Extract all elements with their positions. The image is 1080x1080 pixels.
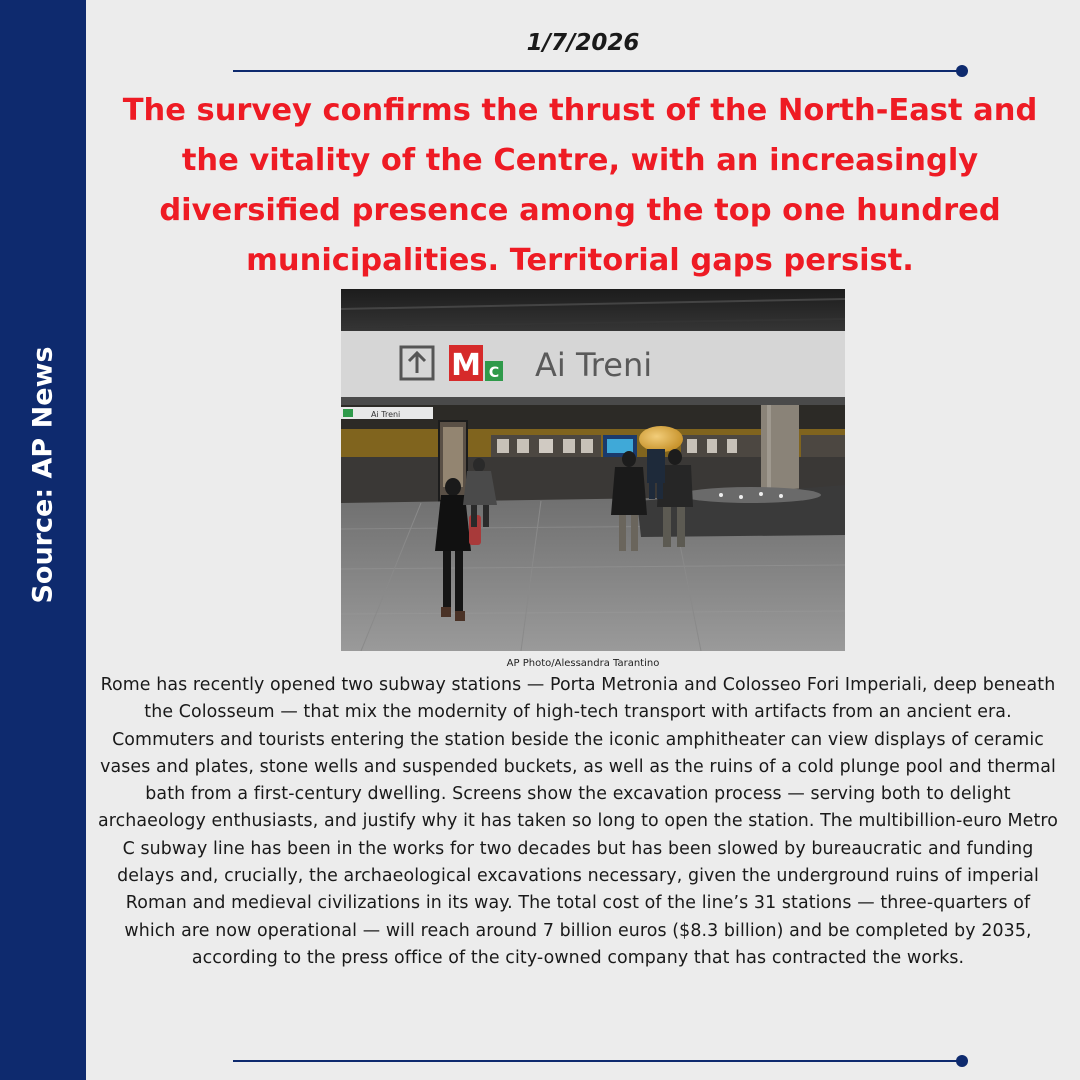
post-date: 1/7/2026 xyxy=(526,30,640,56)
bottom-divider xyxy=(233,1060,963,1062)
blurred-face xyxy=(639,426,683,452)
top-divider xyxy=(233,70,963,72)
article-body: Rome has recently opened two subway stations — Porta Metronia and Colosseo Fori Imperiali, deep beneath the Colosseum — that mix the modernity of high-tech transport with artifacts from an ancient era. Commuters and tourists entering the station beside the iconic amphitheater can view displays of ceramic vases and plates, stone wells and suspended buckets, as well as the ruins of a cold plunge pool and thermal bath from a first-century dwelling. Screens show the excavation process — serving both to delight archaeology enthusiasts, and justify why it has taken so long to open the station. The multibillion-euro Metro C subway line has been in the works for two decades but has been slowed by bureaucratic and funding delays and, crucially, the archaeological excavations necessary, given the underground ruins of imperial Roman and medieval civilizations in its way. The total cost of the line’s 31 stations — three-quarters of which are now operational — will reach around 7 billion euros ($8.3 billion) and be completed by 2035, according to the press office of the city-owned company that has contracted the works. xyxy=(98,675,1058,968)
article-photo xyxy=(341,289,845,651)
metro-station-photo xyxy=(341,289,845,651)
pillar xyxy=(761,405,799,495)
headline: The survey confirms the thrust of the North-East and the vitality of the Centre, with an increasingly diversified presence among the top one hundred municipalities. Territorial gaps persist. xyxy=(122,93,1038,278)
photo-caption: AP Photo/Alessandra Tarantino xyxy=(506,658,660,669)
metro-logo-letter: M xyxy=(451,348,481,383)
sign-text: Ai Treni xyxy=(535,346,653,384)
line-c-letter: C xyxy=(488,365,500,381)
source-label: Source: AP News xyxy=(27,346,59,604)
sidebar xyxy=(0,0,86,1080)
divider-dot xyxy=(956,65,968,77)
small-sign-text: Ai Treni xyxy=(371,410,401,419)
divider-dot xyxy=(956,1055,968,1067)
